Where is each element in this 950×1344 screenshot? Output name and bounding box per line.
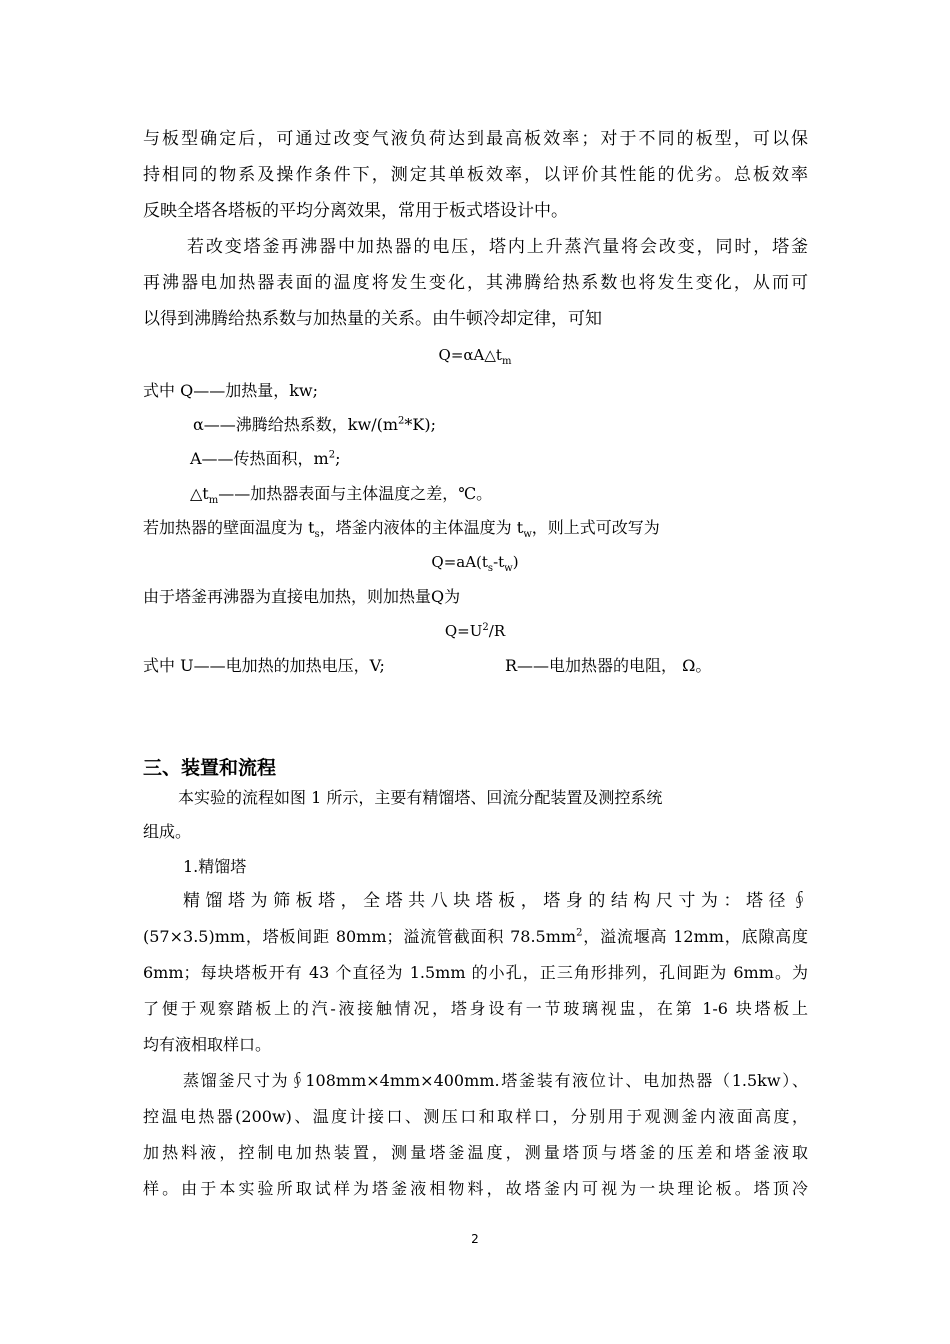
p2-line-2: 再沸器电加热器表面的温度将发生变化，其沸腾给热系数也将发生变化，从而可	[143, 273, 808, 293]
p3-line-5: 均有液相取样口。	[143, 1035, 272, 1054]
subsection-title: 1.精馏塔	[183, 857, 247, 876]
definition-r: R——电加热器的电阻， Ω。	[505, 656, 712, 675]
page-number: 2	[471, 1232, 479, 1246]
p2-line-3: 以得到沸腾给热系数与加热量的关系。由牛顿冷却定律，可知	[143, 309, 602, 329]
p1-line-2: 持相同的物系及操作条件下，测定其单板效率，以评价其性能的优劣。总板效率	[143, 165, 808, 185]
direct-heating-line: 由于塔釜再沸器为直接电加热，则加热量Q为	[143, 587, 461, 606]
definition-q: 式中 Q——加热量，kw;	[143, 381, 318, 400]
p4-line-1: 蒸馏釜尺寸为∮108mm×4mm×400mm.塔釜装有液位计、电加热器（1.5kw）、	[183, 1071, 808, 1090]
equation-newton: $Q=\alpha A\triangle t_m$	[438, 346, 512, 367]
p2-line-1: 若改变塔釜再沸器中加热器的电压，塔内上升蒸汽量将会改变，同时，塔釜	[187, 237, 808, 257]
p3-line-2: (57×3.5)mm，塔板间距 80mm；溢流管截面积 $78.5mm^2$，溢流堰高 12mm，底隙高度	[143, 927, 808, 946]
equation-power: $Q=U^2/R$	[444, 622, 506, 640]
p1-line-1: 与板型确定后，可通过改变气液负荷达到最高板效率；对于不同的板型，可以保	[143, 129, 808, 149]
equation-rewritten: $Q=aA(t_s-t_w)$	[431, 553, 519, 574]
p3-line-4: 了便于观察踏板上的汽-液接触情况，塔身设有一节玻璃视盅，在第 1-6 块塔板上	[143, 999, 808, 1018]
p1-line-3: 反映全塔各塔板的平均分离效果，常用于板式塔设计中。	[143, 201, 568, 221]
section-title: 三、装置和流程	[143, 757, 277, 779]
definition-area: A——传热面积，$m^2$;	[190, 449, 341, 468]
intro-line-2: 组成。	[143, 822, 192, 841]
p4-line-2: 控温电热器(200w)、温度计接口、测压口和取样口，分别用于观测釜内液面高度，	[143, 1107, 808, 1126]
p3-line-1: 精馏塔为筛板塔，全塔共八块塔板，塔身的结构尺寸为：塔径∮	[183, 891, 808, 911]
p4-line-4: 样。由于本实验所取试样为塔釜液相物料，故塔釜内可视为一块理论板。塔顶冷	[143, 1179, 808, 1198]
p4-line-3: 加热料液，控制电加热装置，测量塔釜温度，测量塔顶与塔釜的压差和塔釜液取	[143, 1143, 808, 1162]
definition-delta-t: $\triangle t_m——$加热器表面与主体温度之差，℃。	[190, 484, 493, 507]
definition-alpha: α——沸腾给热系数，$kw/(m^2*K)$;	[193, 415, 436, 434]
p3-line-3: 6mm；每块塔板开有 43 个直径为 1.5mm 的小孔，正三角形排列，孔间距为 6mm。为	[143, 963, 808, 982]
intro-line-1: 本实验的流程如图 1 所示，主要有精馏塔、回流分配装置及测控系统	[178, 788, 663, 807]
definition-u: 式中 U——电加热的加热电压，V;	[143, 656, 385, 675]
wall-temperature-line: 若加热器的壁面温度为 $t_s$，塔釜内液体的主体温度为 $t_w$，则上式可改写为	[143, 518, 660, 541]
